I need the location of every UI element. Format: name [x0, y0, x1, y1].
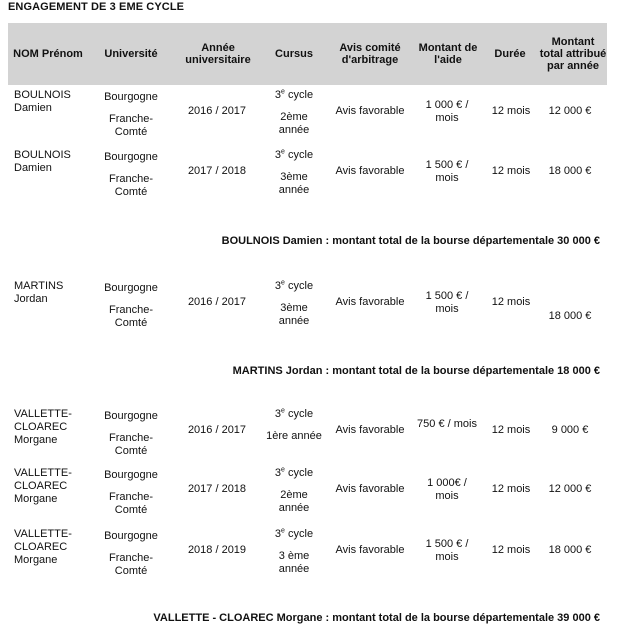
cycle-word: cycle — [284, 467, 314, 479]
cycle-word: cycle — [284, 149, 314, 161]
universite-line: Franche- — [108, 173, 154, 185]
cycle-word: cycle — [284, 89, 314, 101]
cycle-number: 3 — [274, 467, 282, 479]
cycle-line — [263, 467, 325, 480]
header-cursus: Cursus — [275, 48, 313, 60]
universite-line: Bourgogne — [104, 151, 158, 163]
universite-line: Franche- — [108, 491, 154, 503]
cycle-word: cycle — [284, 408, 314, 420]
cycle-number: 3 — [274, 280, 282, 292]
nom-line: CLOAREC — [14, 541, 68, 553]
nom-line: CLOAREC — [14, 421, 68, 433]
avis-cell: Avis favorable — [335, 544, 405, 556]
universite-line: Bourgogne — [104, 282, 158, 294]
nom-line: Damien — [14, 102, 52, 114]
universite-line: Comté — [114, 186, 148, 198]
nom-cell — [14, 467, 72, 506]
aide-line: 750 € / mois — [417, 418, 477, 430]
total-line: MARTINS Jordan : montant total de la bourse départementale 18 000 € — [232, 365, 600, 377]
cycle-line — [263, 280, 325, 293]
nom-cell — [14, 89, 71, 115]
nom-cell — [14, 149, 71, 175]
aide-line: mois — [435, 172, 459, 184]
annee-cell: 2016 / 2017 — [187, 296, 247, 308]
universite-line: Comté — [114, 126, 148, 138]
cursus-year-line: 2ème — [280, 489, 308, 501]
nom-line: BOULNOIS — [14, 149, 71, 161]
total-line: VALLETTE - CLOAREC Morgane : montant total de la bourse départementale 39 000 € — [153, 612, 600, 624]
aide-line: 1 500 € / — [425, 290, 469, 302]
universite-line: Franche- — [108, 304, 154, 316]
cycle-number: 3 — [274, 408, 282, 420]
nom-line: MARTINS — [14, 280, 64, 292]
cycle-word: cycle — [284, 280, 314, 292]
header-montant-aide: Montant de l'aide — [418, 42, 478, 66]
universite-cell — [95, 91, 167, 139]
universite-line: Comté — [114, 445, 148, 457]
montant-total-cell: 18 000 € — [548, 544, 592, 556]
cursus-year-line: année — [278, 502, 310, 514]
cycle-word: cycle — [284, 528, 314, 540]
duree-cell: 12 mois — [491, 544, 531, 556]
nom-line: Jordan — [14, 293, 48, 305]
header-avis: Avis comité d'arbitrage — [339, 42, 401, 66]
nom-cell — [14, 408, 72, 447]
annee-cell: 2016 / 2017 — [187, 424, 247, 436]
cursus-year-line: année — [278, 315, 310, 327]
cycle-line — [263, 149, 325, 162]
cursus-year-line: année — [278, 563, 310, 575]
nom-line: CLOAREC — [14, 480, 68, 492]
montant-total-cell: 18 000 € — [548, 165, 592, 177]
montant-aide-cell — [412, 538, 482, 564]
cursus-cell — [263, 528, 325, 576]
universite-line: Bourgogne — [104, 469, 158, 481]
cursus-year-line: 2ème — [280, 111, 308, 123]
duree-cell: 12 mois — [491, 424, 531, 436]
montant-total-cell: 9 000 € — [551, 424, 589, 436]
cursus-cell — [263, 89, 325, 137]
cursus-year-line: 3ème — [280, 171, 308, 183]
header-nom: NOM Prénom — [13, 48, 83, 60]
aide-line: 1 500 € / — [425, 159, 469, 171]
nom-cell — [14, 280, 63, 306]
avis-cell: Avis favorable — [335, 483, 405, 495]
header-montant-total: Montant total attribué par année — [539, 36, 607, 72]
universite-line: Bourgogne — [104, 410, 158, 422]
nom-line: Morgane — [14, 554, 58, 566]
nom-cell — [14, 528, 72, 567]
header-duree: Durée — [494, 48, 526, 60]
aide-line: mois — [435, 551, 459, 563]
annee-cell: 2018 / 2019 — [187, 544, 247, 556]
header-universite: Université — [104, 48, 158, 60]
cycle-line — [263, 89, 325, 102]
montant-aide-cell — [412, 99, 482, 125]
table-header — [8, 23, 607, 85]
universite-line: Franche- — [108, 113, 154, 125]
avis-cell: Avis favorable — [335, 165, 405, 177]
montant-total-cell: 12 000 € — [548, 483, 592, 495]
cursus-cell — [263, 408, 325, 443]
montant-total-cell: 12 000 € — [548, 105, 592, 117]
cycle-superscript: e — [281, 279, 285, 287]
montant-aide-cell — [412, 290, 482, 316]
cycle-superscript: e — [281, 148, 285, 156]
cursus-cell — [263, 149, 325, 197]
universite-cell — [95, 282, 167, 330]
duree-cell: 12 mois — [491, 105, 531, 117]
cursus-cell — [263, 280, 325, 328]
nom-line: VALLETTE- — [14, 408, 72, 420]
page-title: ENGAGEMENT DE 3 EME CYCLE — [8, 1, 185, 13]
cycle-line — [263, 528, 325, 541]
cycle-superscript: e — [281, 527, 285, 535]
cycle-superscript: e — [281, 407, 285, 415]
cycle-number: 3 — [274, 89, 282, 101]
cursus-year-line: 3ème — [280, 302, 308, 314]
header-annee: Année universitaire — [185, 42, 251, 66]
aide-line: mois — [435, 490, 459, 502]
nom-line: Damien — [14, 162, 52, 174]
montant-aide-cell — [412, 477, 482, 503]
annee-cell: 2017 / 2018 — [187, 483, 247, 495]
nom-line: VALLETTE- — [14, 528, 72, 540]
universite-line: Comté — [114, 317, 148, 329]
montant-aide-cell — [412, 418, 482, 431]
universite-line: Comté — [114, 504, 148, 516]
montant-aide-cell — [412, 159, 482, 185]
cursus-year-line: 3 ème — [278, 550, 310, 562]
universite-cell — [95, 151, 167, 199]
duree-cell: 12 mois — [491, 296, 531, 308]
universite-line: Bourgogne — [104, 530, 158, 542]
cycle-superscript: e — [281, 88, 285, 96]
universite-cell — [95, 530, 167, 578]
nom-line: VALLETTE- — [14, 467, 72, 479]
cycle-line — [263, 408, 325, 421]
universite-cell — [95, 469, 167, 517]
duree-cell: 12 mois — [491, 165, 531, 177]
cycle-number: 3 — [274, 149, 282, 161]
cycle-number: 3 — [274, 528, 282, 540]
nom-line: Morgane — [14, 493, 58, 505]
aide-line: mois — [435, 303, 459, 315]
annee-cell: 2016 / 2017 — [187, 105, 247, 117]
cursus-cell — [263, 467, 325, 515]
cursus-year-line: année — [278, 124, 310, 136]
total-line: BOULNOIS Damien : montant total de la bourse départementale 30 000 € — [221, 235, 600, 247]
aide-line: 1 500 € / — [425, 538, 469, 550]
universite-cell — [95, 410, 167, 458]
avis-cell: Avis favorable — [335, 105, 405, 117]
aide-line: 1 000 € / — [425, 99, 469, 111]
aide-line: mois — [435, 112, 459, 124]
universite-line: Comté — [114, 565, 148, 577]
universite-line: Franche- — [108, 432, 154, 444]
universite-line: Bourgogne — [104, 91, 158, 103]
cursus-year-line: année — [278, 184, 310, 196]
cycle-superscript: e — [281, 466, 285, 474]
nom-line: Morgane — [14, 434, 58, 446]
avis-cell: Avis favorable — [335, 424, 405, 436]
cursus-year-line: 1ère année — [266, 430, 322, 442]
aide-line: 1 000€ / — [427, 477, 467, 489]
avis-cell: Avis favorable — [335, 296, 405, 308]
universite-line: Franche- — [108, 552, 154, 564]
nom-line: BOULNOIS — [14, 89, 71, 101]
annee-cell: 2017 / 2018 — [187, 165, 247, 177]
montant-total-cell: 18 000 € — [548, 310, 592, 322]
duree-cell: 12 mois — [491, 483, 531, 495]
